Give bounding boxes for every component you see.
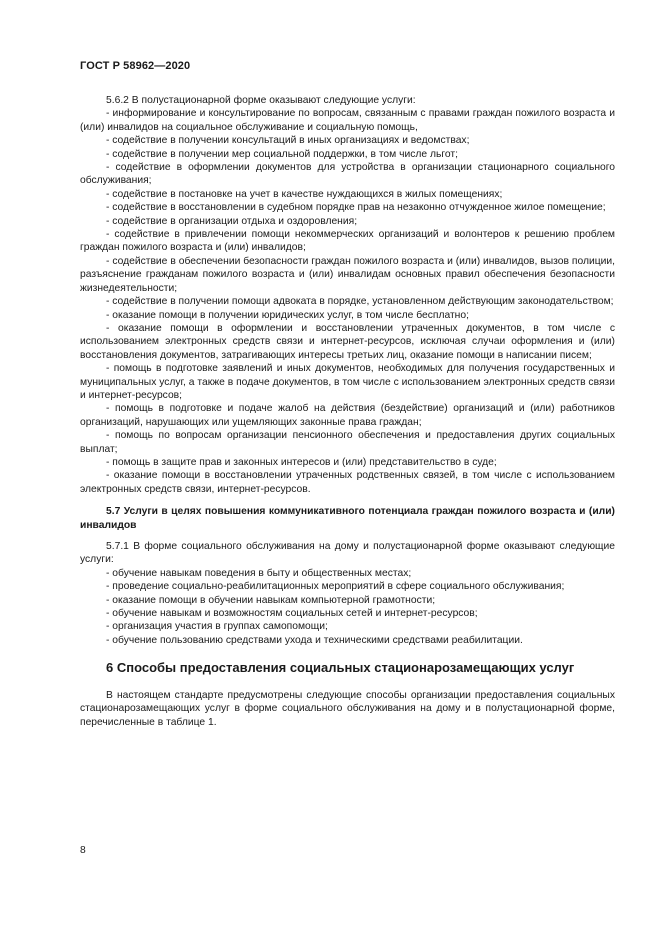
list-item: - помощь в подготовке заявлений и иных документов, необходимых для получения государственных и муниципальных услуг, а также в подаче документов, в том числе с использованием электронных средств связи и интернет-ресурсов; [80,363,615,401]
list-item: - оказание помощи в оформлении и восстановлении утраченных документов, в том числе с использованием электронных средств связи и интернет-ресурсов, исключая случаи оформления и (или) восстановления документов, затрагивающих интересы третьих лиц, оказание помощи в написании писем; [80,322,615,361]
section-6-heading: 6 Способы предоставления социальных стационарозамещающих услуг [106,660,575,676]
list-item: - помощь в подготовке и подаче жалоб на действия (бездействие) организаций и (или) работников организаций, нарушающих или ущемляющих законные права граждан; [80,403,615,428]
list-item: - обучение пользованию средствами ухода и техническими средствами реабилитации. [106,634,523,646]
list-item: - содействие в обеспечении безопасности граждан пожилого возраста и (или) инвалидов, вызов полиции, разъяснение гражданам пожилого возраста и (или) инвалидам основных правил обеспечения безопасности жизнедеятельности; [80,255,615,294]
list-item: - оказание помощи в восстановлении утраченных родственных связей, в том числе с использованием электронных средств связи, интернет-ресурсов. [80,470,615,495]
list-item: - содействие в получении консультаций в иных организациях и ведомствах; [106,135,470,147]
list-item: - организация участия в группах самопомощи; [106,621,328,633]
list-item: - содействие в организации отдыха и оздоровления; [106,215,358,227]
list-item: - помощь по вопросам организации пенсионного обеспечения и предоставления других социальных выплат; [80,430,615,455]
list-item: - содействие в привлечении помощи некоммерческих организаций и волонтеров к решению проблем граждан пожилого возраста и (или) инвалидов; [80,229,615,254]
section-6-paragraph: В настоящем стандарте предусмотрены следующие способы организации предоставления социальных стационарозамещающих услуг в форме социального обслуживания на дому и в полустационарной форме, перечисленные в таблице 1. [80,689,615,728]
list-item: - проведение социально-реабилитационных мероприятий в сфере социального обслуживания; [106,581,565,593]
page-content [80,94,615,729]
list-item: - информирование и консультирование по вопросам, связанным с правами граждан пожилого возраста и (или) инвалидов на социальное обслуживание и социальную помощь, [80,108,615,133]
section-5-7-heading: 5.7 Услуги в целях повышения коммуникативного потенциала граждан пожилого возраста и (или) инвалидов [80,506,615,531]
list-item: - содействие в получении мер социальной поддержки, в том числе льгот; [106,148,458,160]
list-item: - содействие в оформлении документов для устройства в организации стационарного социального обслуживания; [80,162,615,187]
list-item: - обучение навыкам и возможностям социальных сетей и интернет-ресурсов; [106,608,478,620]
list-item: - обучение навыкам поведения в быту и общественных местах; [106,567,412,579]
list-item: - оказание помощи в получении юридических услуг, в том числе бесплатно; [106,309,469,321]
page-number: 8 [80,845,86,856]
list-item: - содействие в восстановлении в судебном порядке прав на незаконно отчужденное жилое помещение; [106,202,606,214]
standard-header: ГОСТ Р 58962—2020 [80,60,191,72]
list-item: - помощь в защите прав и законных интересов и (или) представительство в суде; [106,456,497,468]
clause-5-7-1-intro: 5.7.1 В форме социального обслуживания на дому и полустационарной форме оказывают следующие услуги: [80,541,615,566]
list-item: - содействие в получении помощи адвоката в порядке, установленном действующим законодательством; [106,296,614,308]
clause-5-6-2-intro: 5.6.2 В полустационарной форме оказывают следующие услуги: [106,95,416,106]
list-item: - содействие в постановке на учет в качестве нуждающихся в жилых помещениях; [106,188,503,200]
list-item: - оказание помощи в обучении навыкам компьютерной грамотности; [106,594,436,606]
